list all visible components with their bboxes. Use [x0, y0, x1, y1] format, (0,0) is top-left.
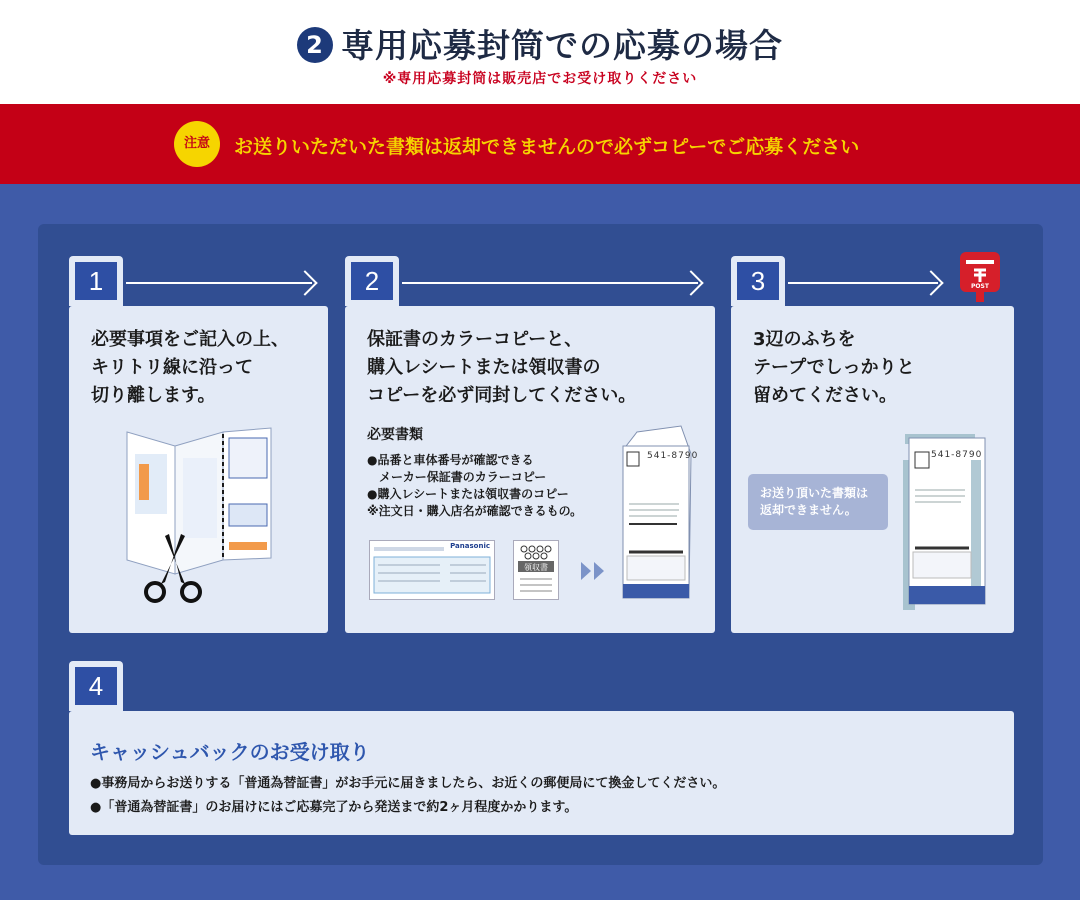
step-2-card — [345, 306, 715, 633]
required-docs-list: ●品番と車体番号が確認できる メーカー保証書のカラーコピー ●購入レシートまたは領収書のコピー ※注文日・購入店名が確認できるもの。 — [367, 453, 583, 518]
step-2-arrow — [402, 282, 698, 284]
step-2-number: 2 — [351, 262, 393, 300]
step-1-arrow — [126, 282, 312, 284]
step-1-card — [69, 306, 328, 633]
step-2-tab — [345, 256, 399, 306]
step-2-text: 保証書のカラーコピーと、 購入レシートまたは領収書の コピーを必ず同封してください。 — [367, 329, 637, 406]
page-subtitle: ※専用応募封筒は販売店でお受け取りください — [382, 71, 698, 87]
notice-text: お送りいただいた書類は返却できませんので必ずコピーでご応募ください — [234, 136, 860, 158]
step-3-card — [731, 306, 1014, 633]
caution-badge: 注意 — [174, 121, 220, 167]
taped-envelope-zip: 541-8790 — [931, 450, 983, 460]
step-1-tab — [69, 256, 123, 306]
page-header — [0, 0, 1080, 104]
title-number-badge: 2 — [297, 27, 333, 63]
receipt-label: 領収書 — [524, 563, 548, 572]
notice-banner — [0, 104, 1080, 184]
page-title — [0, 20, 1080, 67]
step-1-number: 1 — [75, 262, 117, 300]
cashback-line-2: ●「普通為替証書」のお届けにはご応募完了から発送まで約2ヶ月程度かかります。 — [90, 800, 578, 815]
receipt-image — [513, 540, 559, 600]
title-text: 専用応募封筒での応募の場合 — [341, 26, 783, 65]
step-4-number: 4 — [75, 667, 117, 705]
warranty-copy-image — [369, 540, 495, 600]
panasonic-logo: Panasonic — [450, 542, 490, 550]
step-1-text: 必要事項をご記入の上、 キリトリ線に沿って 切り離します。 — [91, 329, 289, 406]
step-3-text: 3辺のふちを テープでしっかりと 留めてください。 — [753, 329, 915, 406]
double-arrow-icon — [579, 560, 609, 582]
postbox-label: POST — [971, 283, 989, 290]
cashback-title: キャッシュバックのお受け取り — [90, 740, 370, 764]
step-4-tab — [69, 661, 123, 711]
step-3-tab — [731, 256, 785, 306]
folded-form-illustration — [125, 424, 275, 614]
cashback-line-1: ●事務局からお送りする「普通為替証書」がお手元に届きましたら、お近くの郵便局にて換金してください。 — [90, 776, 726, 791]
envelope-zip: 541-8790 — [647, 451, 699, 461]
required-docs-title: 必要書類 — [367, 427, 423, 443]
step-3-arrow — [788, 282, 938, 284]
no-return-note: お送り頂いた書類は 返却できません。 — [748, 474, 888, 530]
step-3-number: 3 — [737, 262, 779, 300]
postbox-icon — [958, 250, 1002, 302]
